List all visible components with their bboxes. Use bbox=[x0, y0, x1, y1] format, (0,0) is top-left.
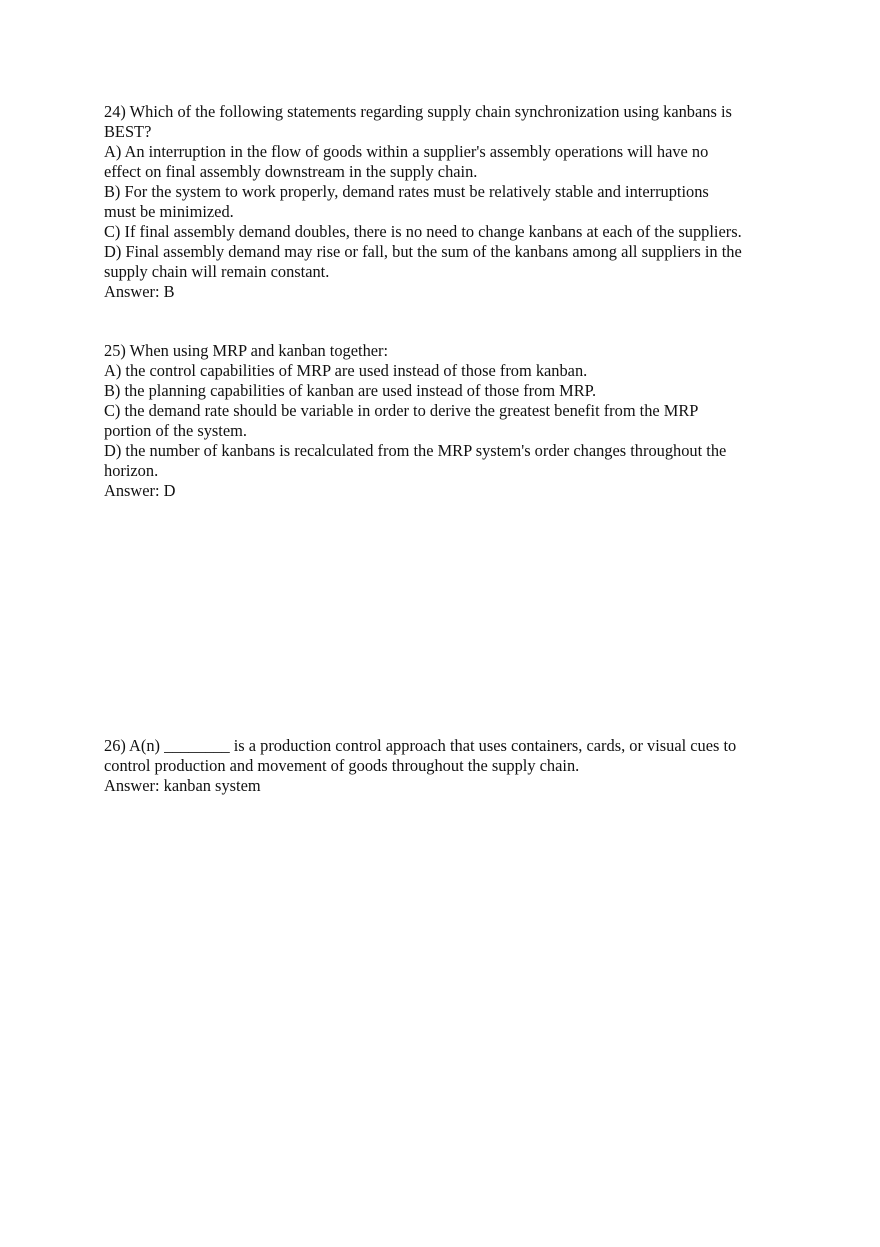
option-d: D) the number of kanbans is recalculated from the MRP system's order changes throughout the bbox=[104, 441, 727, 460]
question-24 bbox=[104, 102, 794, 302]
option-b: B) For the system to work properly, demand rates must be relatively stable and interruptions bbox=[104, 182, 709, 201]
option-b: must be minimized. bbox=[104, 202, 234, 221]
option-d: D) Final assembly demand may rise or fall, but the sum of the kanbans among all suppliers in the bbox=[104, 242, 742, 261]
option-b: B) the planning capabilities of kanban are used instead of those from MRP. bbox=[104, 381, 597, 400]
answer: Answer: D bbox=[104, 481, 176, 500]
question-25 bbox=[104, 341, 794, 501]
question-text: BEST? bbox=[104, 122, 152, 141]
question-text: 24) Which of the following statements regarding supply chain synchronization using kanbans is bbox=[104, 102, 732, 121]
question-text: 26) A(n) ________ is a production control approach that uses containers, cards, or visual cues to bbox=[104, 736, 737, 755]
question-text: 25) When using MRP and kanban together: bbox=[104, 341, 389, 360]
option-d: horizon. bbox=[104, 461, 159, 480]
option-c: C) If final assembly demand doubles, there is no need to change kanbans at each of the suppliers. bbox=[104, 222, 742, 241]
option-c: C) the demand rate should be variable in order to derive the greatest benefit from the MRP bbox=[104, 401, 699, 420]
option-a: A) the control capabilities of MRP are used instead of those from kanban. bbox=[104, 361, 588, 380]
question-text: control production and movement of goods throughout the supply chain. bbox=[104, 756, 580, 775]
option-d: supply chain will remain constant. bbox=[104, 262, 330, 281]
question-26 bbox=[104, 736, 794, 796]
answer: Answer: kanban system bbox=[104, 776, 261, 795]
option-a: effect on final assembly downstream in the supply chain. bbox=[104, 162, 478, 181]
answer: Answer: B bbox=[104, 282, 175, 301]
option-c: portion of the system. bbox=[104, 421, 247, 440]
option-a: A) An interruption in the flow of goods within a supplier's assembly operations will have no bbox=[104, 142, 709, 161]
